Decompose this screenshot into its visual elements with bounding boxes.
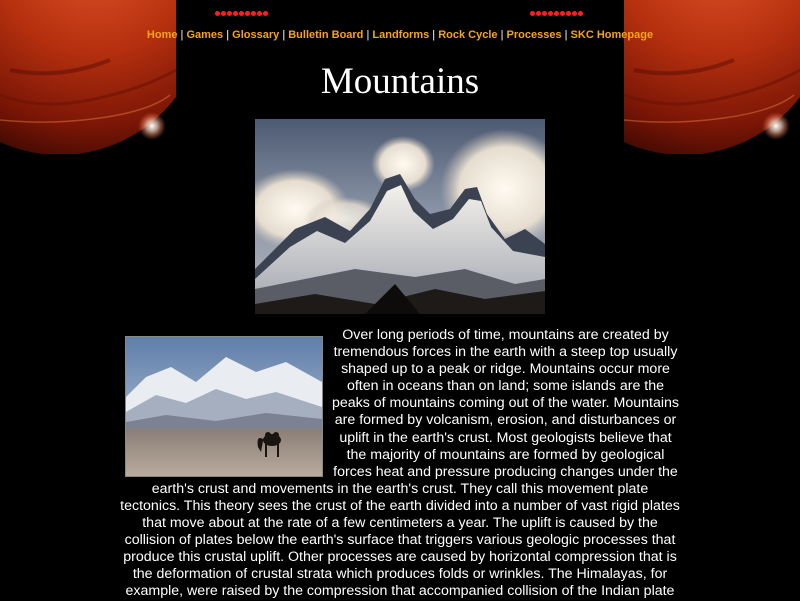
nav-link-landforms[interactable]: Landforms — [372, 29, 430, 41]
nav-link-skc-homepage[interactable]: SKC Homepage — [570, 29, 654, 41]
nav-link-glossary[interactable]: Glossary — [232, 29, 280, 41]
nav-separator: | — [366, 29, 370, 41]
mountain-peaks-photo — [255, 119, 545, 314]
nav-separator: | — [564, 29, 568, 41]
nav-link-bulletin-board[interactable]: Bulletin Board — [288, 29, 364, 41]
nav-separator: | — [226, 29, 230, 41]
nav-separator: | — [432, 29, 436, 41]
nav-separator: | — [282, 29, 286, 41]
nav-separator: | — [500, 29, 504, 41]
article-text: Over long periods of time, mountains are created by tremendous forces in the earth with a steep top usually shaped up to a peak or ridge. Mountains occur more often in oceans than on land; some islands are the peaks of mountains coming out of the water. Mountains are formed by volcanism, erosion, and disturbances or uplift in the earth's crust. Most geologists believe that the majority of mountains are formed by geological forces heat and pressure producing changes under the earth's crust and movements in the earth's crust. They call this movement plate tectonics. This theory sees the crust of the earth divided into a number of vast rigid plates that move about at the rate of a few centimeters a year. The uplift is caused by the collision of plates below the earth's surface that triggers various geologic processes that produce this crustal uplift. Other processes are caused by horizontal compression that is the deformation of crustal strata which produces folds or wrinkles. The Himalayas, for example, were raised by the compression that accompanied collision of the Indian plate — [120, 327, 680, 600]
nav-link-rock-cycle[interactable]: Rock Cycle — [438, 29, 498, 41]
decorative-dots-left — [215, 11, 268, 17]
decorative-dots-right — [530, 11, 583, 17]
top-navigation — [0, 27, 800, 43]
page-title: Mountains — [320, 61, 480, 102]
nav-link-processes[interactable]: Processes — [506, 29, 562, 41]
nav-separator: | — [180, 29, 184, 41]
camel-mountains-photo — [125, 336, 323, 477]
article-body — [120, 327, 680, 601]
nav-link-home[interactable]: Home — [146, 29, 178, 41]
nav-link-games[interactable]: Games — [186, 29, 224, 41]
